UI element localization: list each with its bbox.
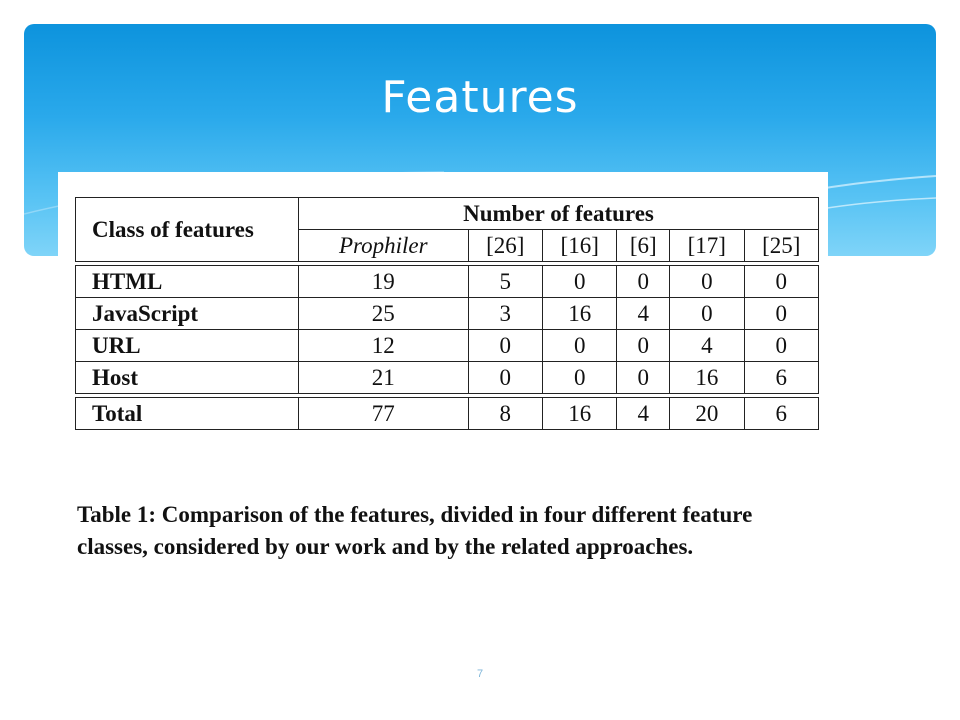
row-label: Host bbox=[76, 362, 299, 394]
header-col: [26] bbox=[468, 230, 542, 262]
features-table bbox=[75, 197, 819, 430]
table-cell: 4 bbox=[617, 298, 670, 330]
header-col: [16] bbox=[543, 230, 617, 262]
table-cell: 3 bbox=[468, 298, 542, 330]
table-cell: 5 bbox=[468, 266, 542, 298]
table-cell: 0 bbox=[744, 330, 818, 362]
table-cell: 8 bbox=[468, 398, 542, 430]
table-cell: 4 bbox=[617, 398, 670, 430]
table-cell: 6 bbox=[744, 362, 818, 394]
table-cell: 0 bbox=[617, 330, 670, 362]
table-cell: 6 bbox=[744, 398, 818, 430]
table-cell: 77 bbox=[299, 398, 469, 430]
row-label: HTML bbox=[76, 266, 299, 298]
table-row bbox=[76, 330, 819, 362]
table-cell: 0 bbox=[468, 330, 542, 362]
header-col: Prophiler bbox=[299, 230, 469, 262]
table-cell: 16 bbox=[670, 362, 744, 394]
table-cell: 0 bbox=[670, 298, 744, 330]
header-col: [25] bbox=[744, 230, 818, 262]
row-label: URL bbox=[76, 330, 299, 362]
table-row bbox=[76, 362, 819, 394]
table-cell: 16 bbox=[543, 398, 617, 430]
table-total-row bbox=[76, 398, 819, 430]
table-cell: 0 bbox=[543, 362, 617, 394]
header-class-of-features: Class of features bbox=[76, 198, 299, 262]
table-caption: Table 1: Comparison of the features, divided in four different feature classes, considered by our work and by the related approaches. bbox=[77, 502, 753, 559]
table-cell: 20 bbox=[670, 398, 744, 430]
table-cell: 19 bbox=[299, 266, 469, 298]
table-cell: 4 bbox=[670, 330, 744, 362]
table-row bbox=[76, 266, 819, 298]
header-col: [6] bbox=[617, 230, 670, 262]
slide-title: Features bbox=[381, 72, 579, 123]
row-label: Total bbox=[76, 398, 299, 430]
table-cell: 12 bbox=[299, 330, 469, 362]
table-cell: 0 bbox=[617, 266, 670, 298]
row-label: JavaScript bbox=[76, 298, 299, 330]
page-number: 7 bbox=[476, 668, 484, 680]
table-header-row bbox=[76, 198, 819, 230]
table-cell: 0 bbox=[744, 298, 818, 330]
table-cell: 25 bbox=[299, 298, 469, 330]
table-cell: 16 bbox=[543, 298, 617, 330]
table-cell: 0 bbox=[744, 266, 818, 298]
table-row bbox=[76, 298, 819, 330]
header-col: [17] bbox=[670, 230, 744, 262]
table-cell: 0 bbox=[617, 362, 670, 394]
table-cell: 21 bbox=[299, 362, 469, 394]
document-panel bbox=[58, 172, 828, 610]
header-number-of-features: Number of features bbox=[299, 198, 819, 230]
table-cell: 0 bbox=[468, 362, 542, 394]
table-cell: 0 bbox=[543, 266, 617, 298]
table-cell: 0 bbox=[670, 266, 744, 298]
table-cell: 0 bbox=[543, 330, 617, 362]
